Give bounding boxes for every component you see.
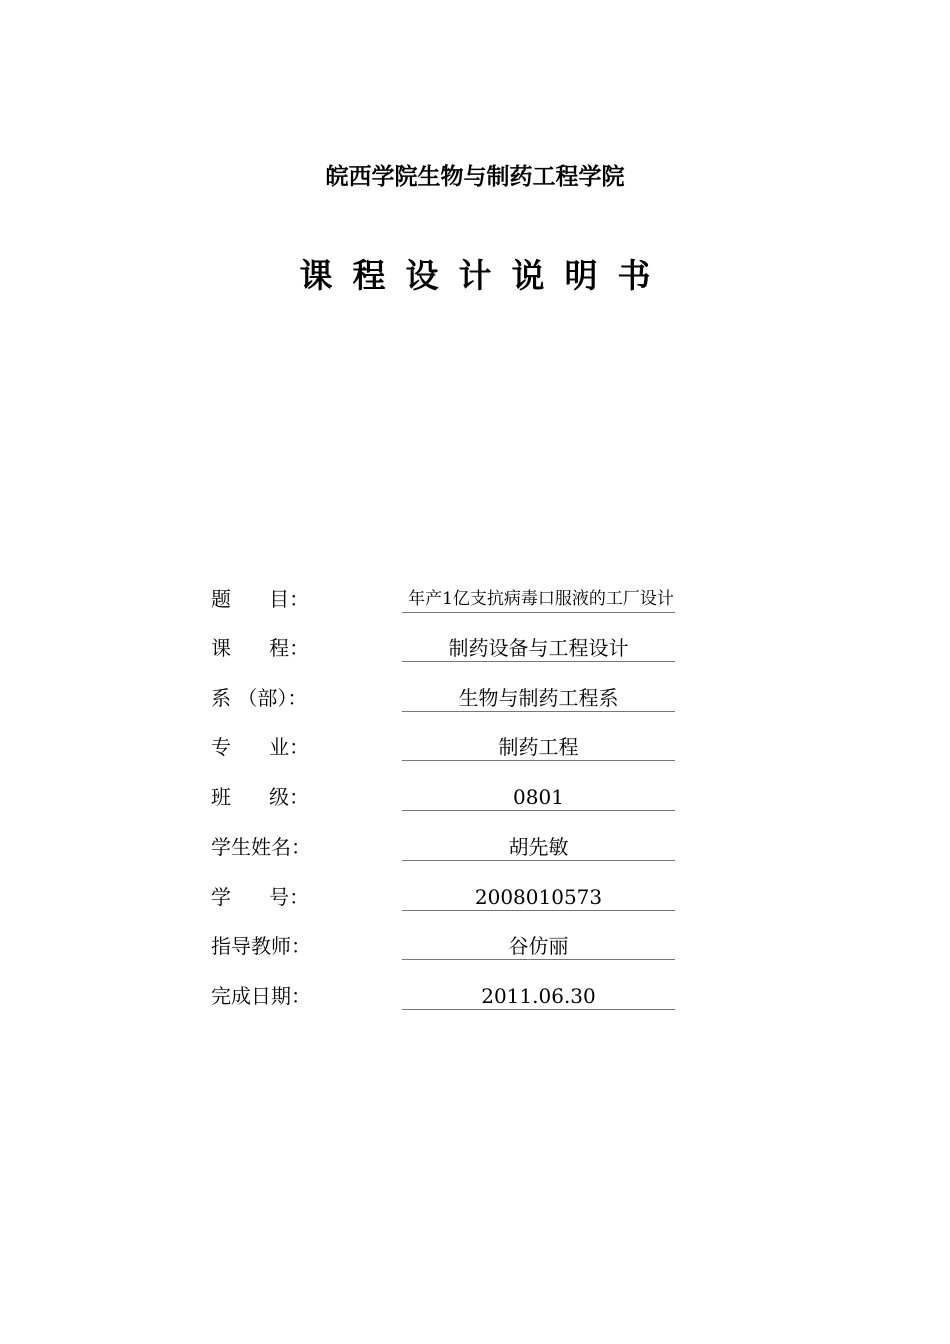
field-value-advisor: 谷仿丽 <box>508 934 569 958</box>
field-underline-major <box>402 760 675 761</box>
field-value-major: 制药工程 <box>498 735 579 759</box>
field-label-completion-date: 完成日期： <box>211 984 311 1008</box>
field-label-student-id: 学 号： <box>211 885 310 909</box>
field-label-department: 系 （部）： <box>211 686 308 710</box>
field-label-class: 班 级： <box>211 785 310 809</box>
field-row-advisor <box>211 929 681 963</box>
field-row-department <box>211 681 681 715</box>
field-row-class <box>211 780 681 814</box>
field-value-completion-date: 2011.06.30 <box>481 984 596 1008</box>
field-underline-advisor <box>402 959 675 960</box>
field-row-major <box>211 730 681 764</box>
document-title: 课程设计说明书 <box>299 256 671 295</box>
field-underline-topic <box>402 612 675 613</box>
field-value-class: 0801 <box>513 785 564 809</box>
field-label-advisor: 指导教师： <box>211 934 311 958</box>
field-underline-class <box>402 810 675 811</box>
field-value-department: 生物与制药工程系 <box>458 686 619 710</box>
field-row-completion-date <box>211 979 681 1013</box>
field-row-student-id <box>211 880 681 914</box>
field-label-topic: 题 目： <box>211 587 310 611</box>
institution-name: 皖西学院生物与制药工程学院 <box>325 164 625 190</box>
field-underline-department <box>402 711 675 712</box>
field-underline-completion-date <box>402 1009 675 1010</box>
field-row-student-name <box>211 830 681 864</box>
field-underline-student-name <box>402 860 675 861</box>
field-row-course <box>211 631 681 665</box>
field-underline-course <box>402 661 675 662</box>
field-value-student-name: 胡先敏 <box>508 835 569 859</box>
field-label-student-name: 学生姓名： <box>211 835 311 859</box>
field-label-course: 课 程： <box>211 636 310 660</box>
field-value-course: 制药设备与工程设计 <box>448 636 629 660</box>
field-label-major: 专 业： <box>211 735 310 759</box>
field-value-topic: 年产1亿支抗病毒口服液的工厂设计 <box>408 589 674 609</box>
field-underline-student-id <box>402 910 675 911</box>
field-row-topic <box>211 582 681 616</box>
field-value-student-id: 2008010573 <box>474 885 603 909</box>
